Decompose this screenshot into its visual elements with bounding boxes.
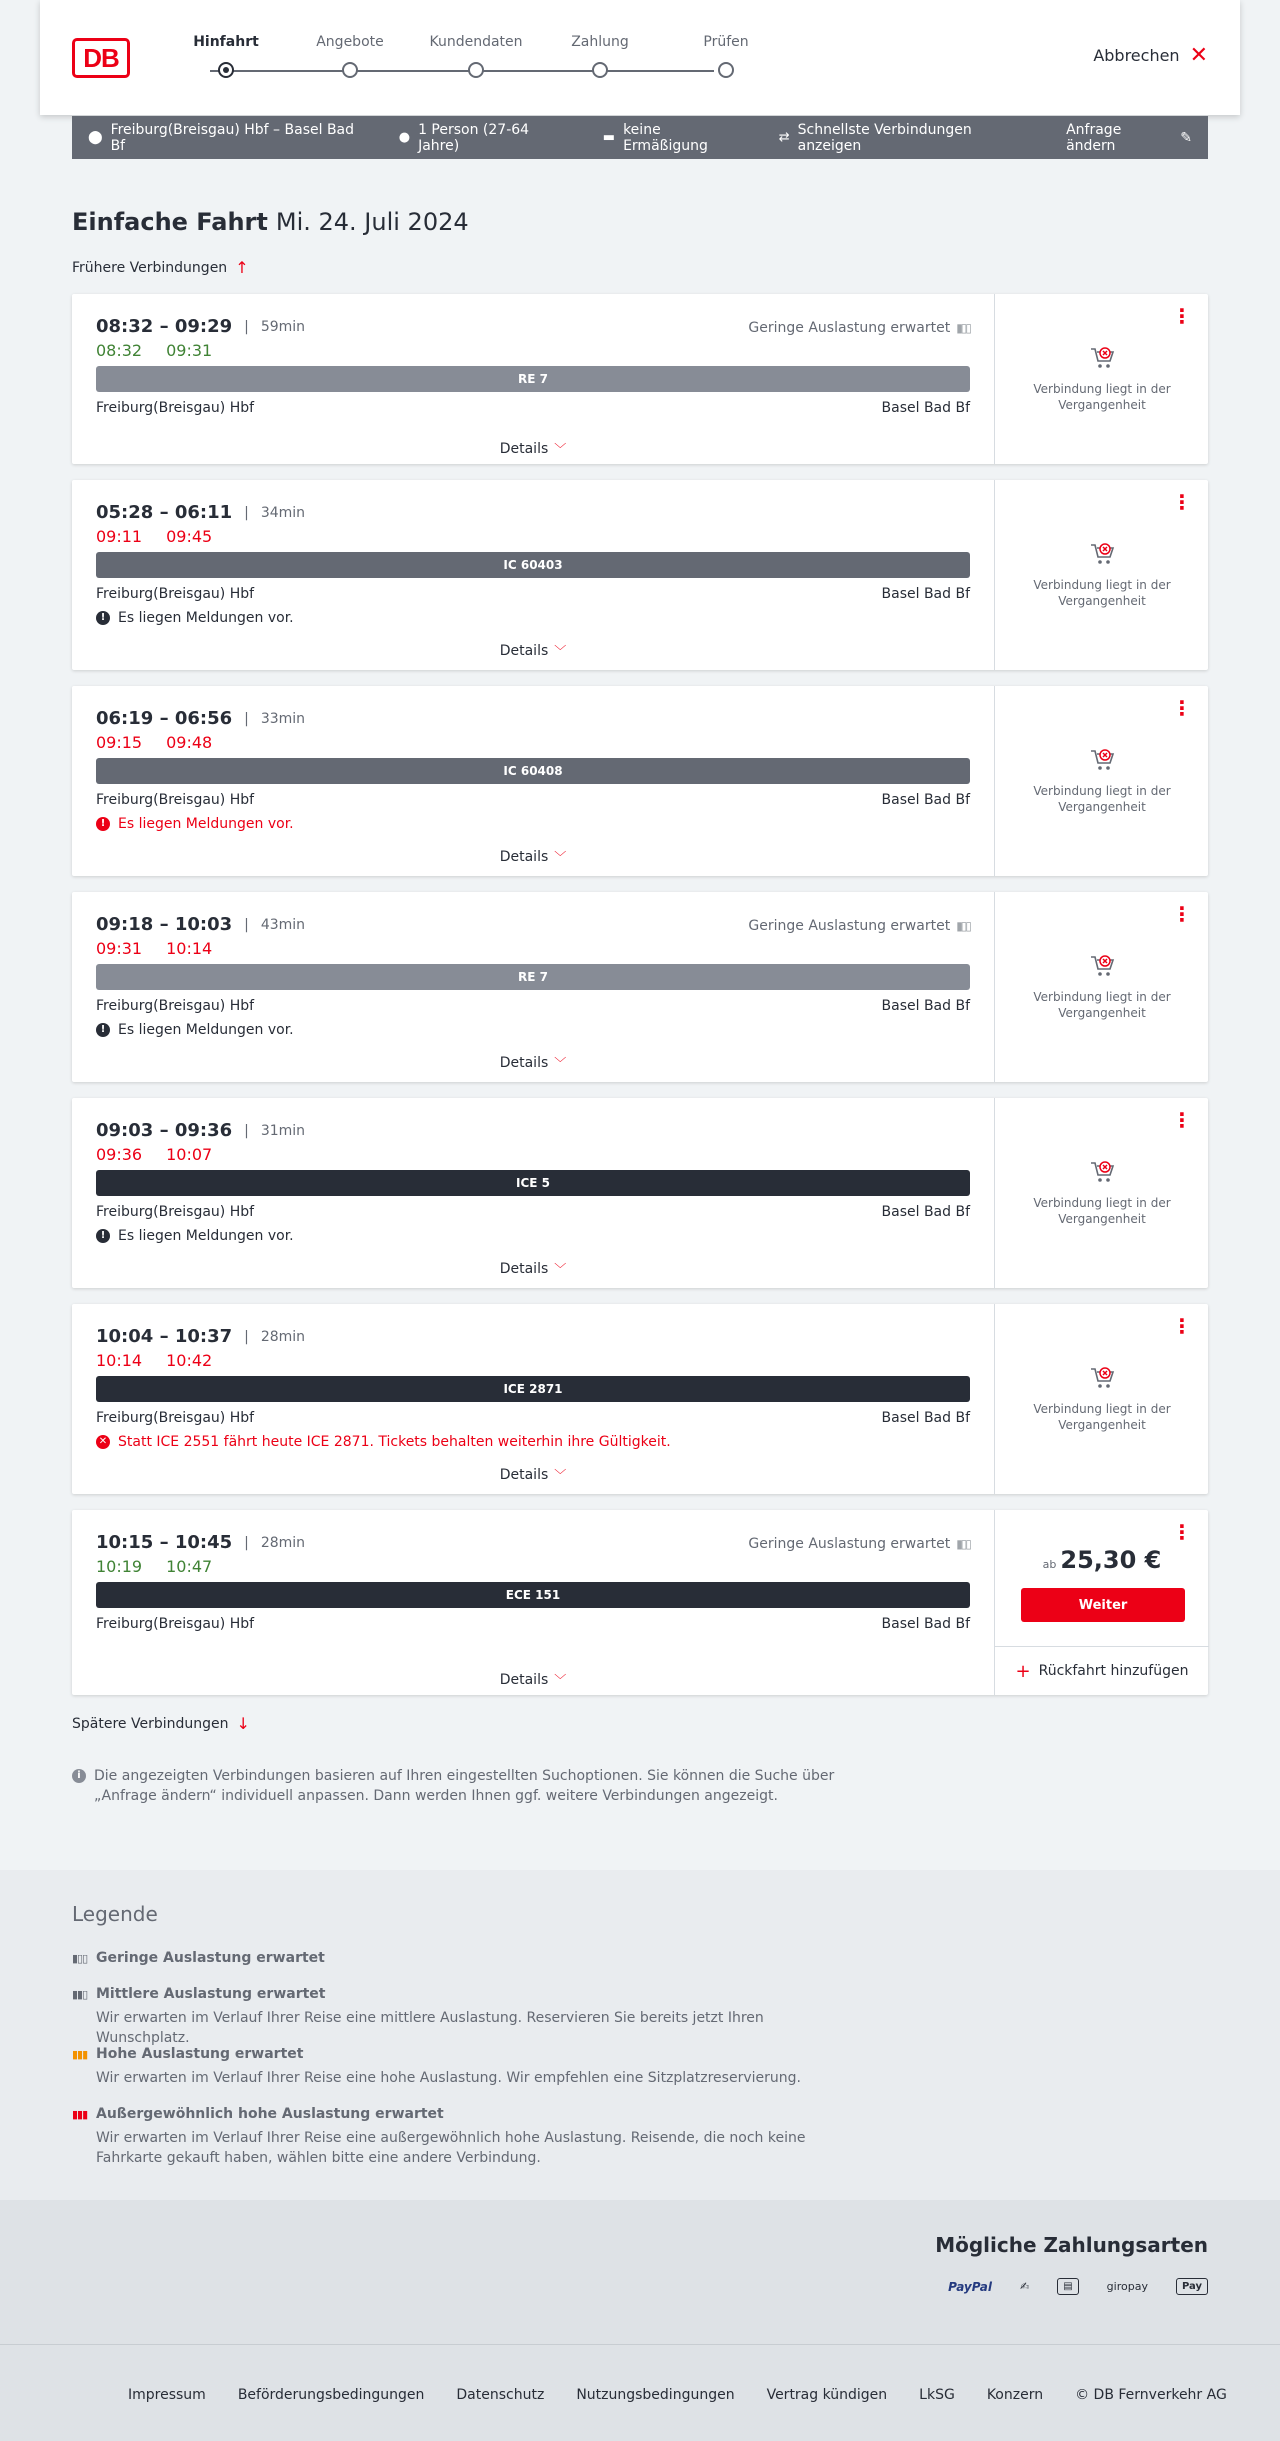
step-zahlung: Zahlung [550,34,650,78]
occupancy-indicator: Geringe Auslastung erwartet ▮▯▯ [748,1536,970,1552]
more-options-icon[interactable]: ⋮ [1172,490,1192,514]
stations [96,1616,970,1632]
chevron-down-icon: ﹀ [554,442,567,456]
realtime-arrival: 10:14 [166,939,213,958]
connection-message: ! Es liegen Meldungen vor. [96,1022,970,1038]
step-dot-icon [718,62,734,78]
details-toggle[interactable]: Details ﹀ [499,643,567,659]
page-title: Einfache Fahrt Mi. 24. Juli 2024 [72,208,469,236]
origin-station: Freiburg(Breisgau) Hbf [96,1616,255,1632]
footer-link-impressum[interactable]: Impressum [128,2387,206,2403]
step-kundendaten: Kundendaten [426,34,526,78]
origin-station: Freiburg(Breisgau) Hbf [96,400,255,416]
cart-unavailable-icon [1089,953,1115,979]
step-dot-icon [592,62,608,78]
footer-link-nutzungsbedingungen[interactable]: Nutzungsbedingungen [576,2387,735,2403]
occupancy-medium-icon: ▮▮▯ [72,1987,88,2001]
cart-unavailable-icon [1089,747,1115,773]
footer [0,2344,1280,2441]
realtime-times [96,939,970,958]
connection-card[interactable] [72,1098,1208,1288]
origin-station: Freiburg(Breisgau) Hbf [96,792,255,808]
db-logo[interactable]: DB [72,38,130,78]
more-options-icon[interactable]: ⋮ [1172,696,1192,720]
details-toggle[interactable]: Details ﹀ [499,441,567,457]
occupancy-low-icon: ▮▯▯ [72,1951,88,1965]
destination-station: Basel Bad Bf [881,586,970,602]
connection-details [72,294,994,464]
realtime-arrival: 09:48 [166,733,213,752]
arrow-up-icon: ↑ [235,258,249,277]
chevron-down-icon: ﹀ [554,1468,567,1482]
connection-duration: 59min [260,318,306,335]
realtime-departure: 09:15 [96,733,143,752]
connection-times: 10:04 – 10:37 | 28min [96,1326,306,1347]
connection-card[interactable] [72,1510,1208,1695]
past-connection-note: Verbindung liegt in der Vergangenheit [995,747,1209,815]
add-return-button[interactable]: + Rückfahrt hinzufügen [995,1646,1209,1695]
past-connection-note: Verbindung liegt in der Vergangenheit [995,345,1209,413]
footer-link-vertrag-kuendigen[interactable]: Vertrag kündigen [766,2387,888,2403]
train-bar[interactable]: IC 60403 [96,552,970,578]
sepa-direct-debit-icon: ✍ [1020,2280,1030,2293]
plus-icon: + [1015,1660,1031,1682]
past-connection-note: Verbindung liegt in der Vergangenheit [995,541,1209,609]
connection-message: ! Es liegen Meldungen vor. [96,1228,970,1244]
alert-circle-icon: ! [96,1229,110,1243]
route-summary: ⬤ Freiburg(Breisgau) Hbf – Basel Bad Bf [88,121,355,154]
past-connection-note: Verbindung liegt in der Vergangenheit [995,1365,1209,1433]
realtime-arrival: 10:47 [166,1557,213,1576]
realtime-arrival: 09:31 [166,341,213,360]
alert-circle-icon: ! [96,817,110,831]
occupancy-indicator: Geringe Auslastung erwartet ▮▯▯ [748,918,970,934]
step-dot-icon [342,62,358,78]
footer-copyright: © DB Fernverkehr AG [1075,2387,1227,2403]
search-info-note: i Die angezeigten Verbindungen basieren auf Ihren eingestellten Suchoptionen. Sie können die Suche über „Anfrage ändern“ individuell anpassen. Dann werden Ihnen ggf. weitere Verbindungen angezeigt. [72,1766,852,1806]
stations [96,400,970,416]
realtime-times [96,341,970,360]
connection-message: ✕ Statt ICE 2551 fährt heute ICE 2871. Tickets behalten weiterhin ihre Gültigkeit. [96,1434,970,1450]
connection-times: 06:19 – 06:56 | 33min [96,708,306,729]
swap-icon: ⇄ [778,130,790,145]
more-options-icon[interactable]: ⋮ [1172,1520,1192,1544]
occupancy-very-high-icon: ▮▮▮ [72,2107,88,2121]
train-bar[interactable]: ICE 2871 [96,1376,970,1402]
occupancy-high-icon: ▮▮▮ [72,2047,88,2061]
occupancy-low-icon: ▮▯▯ [956,321,970,335]
legend-item-very-high: ▮▮▮ Außergewöhnlich hohe Auslastung erwartet Wir erwarten im Verlauf Ihrer Reise eine außergewöhnlich hohe Auslastung. Reisende, die noch keine Fahrkarte gekauft haben, wählen bitte eine andere Verbindung. [72,2106,806,2166]
offer-panel [994,1098,1208,1288]
cancel-button[interactable] [1093,42,1208,68]
cart-unavailable-icon [1089,345,1115,371]
origin-station: Freiburg(Breisgau) Hbf [96,998,255,1014]
cart-unavailable-icon [1089,541,1115,567]
footer-link-lksg[interactable]: LkSG [919,2387,955,2403]
info-icon: i [72,1769,86,1783]
price-display: ab 25,30 € [1042,1546,1162,1574]
chevron-down-icon: ﹀ [554,1056,567,1070]
past-connection-note: Verbindung liegt in der Vergangenheit [995,1159,1209,1227]
chevron-down-icon: ﹀ [554,850,567,864]
header [40,0,1240,115]
connection-duration: 28min [260,1534,306,1551]
connection-card[interactable] [72,480,1208,670]
legend-title: Legende [72,1902,158,1926]
search-summary-bar [72,116,1208,159]
persons-summary: ● 1 Person (27-64 Jahre) [398,121,530,154]
payment-methods-section [0,2200,1280,2344]
step-hinfahrt: Hinfahrt [176,34,276,78]
connection-times: 10:15 – 10:45 | 28min [96,1532,306,1553]
connection-duration: 28min [260,1328,306,1345]
realtime-times [96,1145,970,1164]
details-toggle[interactable]: Details ﹀ [499,1467,567,1483]
offer-panel [994,480,1208,670]
destination-station: Basel Bad Bf [881,1204,970,1220]
connection-message: ! Es liegen Meldungen vor. [96,610,970,626]
alert-circle-icon: ! [96,611,110,625]
later-connections-link[interactable]: Spätere Verbindungen ↓ [72,1714,250,1733]
cart-unavailable-icon [1089,1159,1115,1185]
close-icon: ✕ [1189,42,1208,68]
destination-station: Basel Bad Bf [881,792,970,808]
alert-circle-icon: ! [96,1023,110,1037]
realtime-departure: 09:11 [96,527,143,546]
realtime-departure: 10:14 [96,1351,143,1370]
connection-card[interactable] [72,294,1208,464]
realtime-times [96,733,970,752]
mode-summary: ⇄ Schnellste Verbindungen anzeigen [778,121,972,154]
details-toggle[interactable]: Details ﹀ [499,1672,567,1688]
connection-card[interactable] [72,892,1208,1082]
train-bar[interactable]: ICE 5 [96,1170,970,1196]
earlier-connections-link[interactable]: Frühere Verbindungen ↑ [72,258,249,277]
occupancy-low-icon: ▮▯▯ [956,1537,970,1551]
continue-button[interactable]: Weiter [1021,1588,1185,1622]
offer-panel [994,1510,1208,1695]
legend-item-medium: ▮▮▯ Mittlere Auslastung erwartet Wir erwarten im Verlauf Ihrer Reise eine mittlere Auslastung. Reservieren Sie bereits jetzt Ihren Wunschplatz. [72,1986,764,2046]
stations [96,998,970,1014]
discount-summary: ▬ keine Ermäßigung [602,121,708,154]
pencil-icon: ✎ [1180,129,1192,146]
realtime-arrival: 10:42 [166,1351,213,1370]
person-icon: ● [398,130,411,145]
cancel-label: Abbrechen [1093,46,1180,65]
details-toggle[interactable]: Details ﹀ [499,1261,567,1277]
connection-card[interactable] [72,1304,1208,1494]
legend-item-high: ▮▮▮ Hohe Auslastung erwartet Wir erwarten im Verlauf Ihrer Reise eine hohe Auslastung. Wir empfehlen eine Sitzplatzreservierung. [72,2046,801,2086]
details-toggle[interactable]: Details ﹀ [499,1055,567,1071]
connection-duration: 43min [260,916,306,933]
destination-station: Basel Bad Bf [881,1410,970,1426]
apple-pay-icon: Pay [1176,2278,1208,2295]
realtime-departure: 09:36 [96,1145,143,1164]
offer-panel [994,1304,1208,1494]
offer-panel [994,892,1208,1082]
payments-title: Mögliche Zahlungsarten [935,2233,1208,2257]
train-bar[interactable]: IC 60408 [96,758,970,784]
chevron-down-icon: ﹀ [554,1673,567,1687]
realtime-departure: 08:32 [96,341,143,360]
step-angebote: Angebote [300,34,400,78]
giropay-icon: giropay [1106,2280,1148,2293]
stations [96,1410,970,1426]
edit-request-button[interactable]: Anfrage ändern ✎ [1066,121,1192,154]
origin-station: Freiburg(Breisgau) Hbf [96,586,255,602]
realtime-departure: 10:19 [96,1557,143,1576]
connection-times: 09:18 – 10:03 | 43min [96,914,306,935]
train-bar[interactable]: ECE 151 [96,1582,970,1608]
chevron-down-icon: ﹀ [554,644,567,658]
train-bar[interactable]: RE 7 [96,964,970,990]
more-options-icon[interactable]: ⋮ [1172,304,1192,328]
realtime-arrival: 10:07 [166,1145,213,1164]
arrow-down-icon: ↓ [236,1714,250,1733]
connection-details [72,1510,994,1695]
realtime-arrival: 09:45 [166,527,213,546]
destination-station: Basel Bad Bf [881,1616,970,1632]
footer-link-datenschutz[interactable]: Datenschutz [456,2387,545,2403]
connection-card[interactable] [72,686,1208,876]
occupancy-indicator: Geringe Auslastung erwartet ▮▯▯ [748,320,970,336]
connection-duration: 34min [260,504,306,521]
more-options-icon[interactable]: ⋮ [1172,1314,1192,1338]
past-connection-note: Verbindung liegt in der Vergangenheit [995,953,1209,1021]
connection-message: ! Es liegen Meldungen vor. [96,816,970,832]
realtime-times [96,1557,970,1576]
more-options-icon[interactable]: ⋮ [1172,902,1192,926]
destination-station: Basel Bad Bf [881,998,970,1014]
train-bar[interactable]: RE 7 [96,366,970,392]
stations [96,792,970,808]
stations [96,1204,970,1220]
details-toggle[interactable]: Details ﹀ [499,849,567,865]
progress-stepper [193,34,749,84]
footer-link-konzern[interactable]: Konzern [986,2387,1044,2403]
legend-section [0,1870,1280,2200]
paypal-icon: PayPal [948,2279,992,2294]
occupancy-low-icon: ▮▯▯ [956,919,970,933]
step-dot-icon [468,62,484,78]
origin-station: Freiburg(Breisgau) Hbf [96,1204,255,1220]
destination-station: Basel Bad Bf [881,400,970,416]
location-pin-icon: ⬤ [88,130,103,145]
connection-duration: 31min [260,1122,306,1139]
legend-item-low: ▮▯▯ Geringe Auslastung erwartet [72,1950,325,1966]
offer-panel [994,686,1208,876]
realtime-times [96,1351,970,1370]
more-options-icon[interactable]: ⋮ [1172,1108,1192,1132]
offer-panel [994,294,1208,464]
realtime-departure: 09:31 [96,939,143,958]
step-pruefen: Prüfen [676,34,776,78]
footer-link-befoerderungsbedingungen[interactable]: Beförderungsbedingungen [237,2387,425,2403]
connection-times: 08:32 – 09:29 | 59min [96,316,306,337]
step-dot-icon [218,62,234,78]
connection-times: 05:28 – 06:11 | 34min [96,502,306,523]
chevron-down-icon: ﹀ [554,1262,567,1276]
card-icon: ▬ [602,130,616,145]
origin-station: Freiburg(Breisgau) Hbf [96,1410,255,1426]
cart-unavailable-icon [1089,1365,1115,1391]
invoice-icon: ▤ [1057,2278,1078,2295]
stations [96,586,970,602]
connection-duration: 33min [260,710,306,727]
cancel-circle-icon: ✕ [96,1435,110,1449]
realtime-times [96,527,970,546]
connection-times: 09:03 – 09:36 | 31min [96,1120,306,1141]
